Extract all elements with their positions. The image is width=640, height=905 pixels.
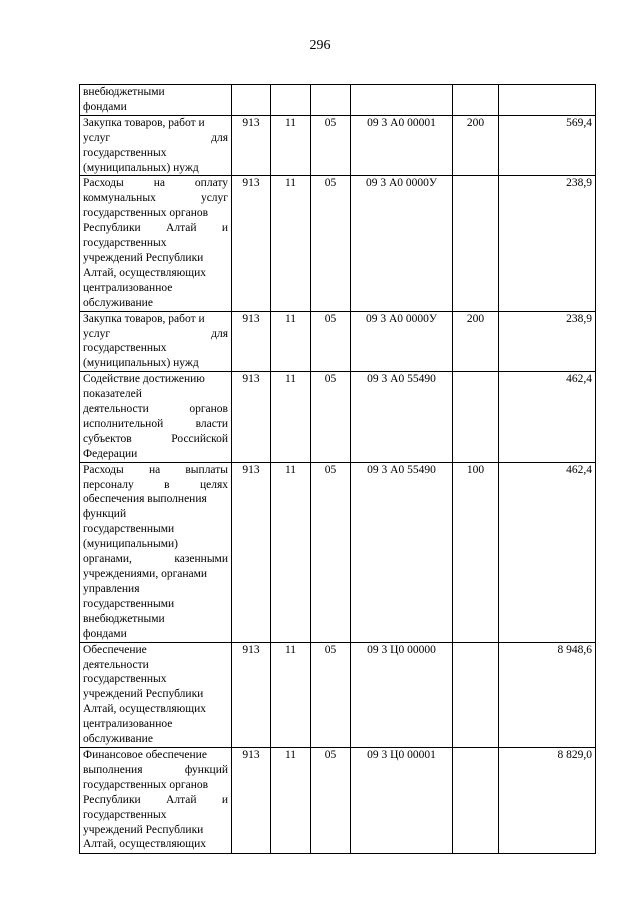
table-row [80, 85, 596, 116]
expense-name-line: Содействие достижению [83, 373, 205, 386]
table-row [80, 642, 596, 747]
admin-code-cell: 913 [232, 462, 271, 642]
expense-type-cell [453, 372, 499, 462]
amount-cell: 569,4 [499, 115, 596, 176]
table-row [80, 115, 596, 176]
expense-name-line: обслуживание [83, 296, 153, 309]
table-row [80, 176, 596, 311]
expense-name-line: коммунальных услуг [83, 192, 228, 205]
amount-cell: 238,9 [499, 311, 596, 372]
expense-name-line: органами, казенными [83, 553, 228, 566]
expense-name-cell [80, 176, 232, 311]
section-code-cell: 11 [271, 462, 311, 642]
expense-type-cell [453, 176, 499, 311]
target-article-cell: 09 3 А0 0000У [351, 176, 453, 311]
subsection-code-cell: 05 [311, 311, 351, 372]
expense-name-line: (муниципальными) [83, 538, 178, 551]
target-article-cell: 09 3 А0 00001 [351, 115, 453, 176]
expense-name-line: функций [83, 508, 127, 521]
subsection-code-cell [311, 85, 351, 116]
admin-code-cell: 913 [232, 748, 271, 854]
expense-name-line: исполнительной власти [83, 417, 228, 430]
expense-name-line: Финансовое обеспечение [83, 749, 207, 761]
section-code-cell [271, 85, 311, 116]
expense-name-line: Федерации [83, 447, 138, 460]
expense-name-line: Республики Алтай и [83, 793, 228, 806]
subsection-code-cell: 05 [311, 462, 351, 642]
section-code-cell: 11 [271, 372, 311, 462]
table-row [80, 372, 596, 462]
expense-name-line: выполнения функций [83, 763, 228, 776]
expense-name-line: Алтай, осуществляющих [83, 838, 206, 851]
expense-name-cell [80, 372, 232, 462]
amount-cell: 8 948,6 [499, 642, 596, 747]
expense-name-line: государственных [83, 673, 167, 686]
amount-cell: 8 829,0 [499, 748, 596, 854]
admin-code-cell: 913 [232, 372, 271, 462]
expense-type-cell: 200 [453, 115, 499, 176]
expense-name-line: Расходы на оплату [83, 177, 228, 190]
expense-type-cell: 200 [453, 311, 499, 372]
amount-cell: 462,4 [499, 372, 596, 462]
expense-type-cell: 100 [453, 462, 499, 642]
expense-name-line: государственных органов [83, 207, 209, 220]
expense-name-line: государственных органов [83, 778, 209, 791]
table-row [80, 462, 596, 642]
expense-name-line: показателей [83, 388, 142, 401]
expense-name-line: учреждений Республики [83, 823, 204, 836]
expense-name-line: управления [83, 582, 140, 595]
expense-name-line: государственных [83, 808, 167, 821]
table-row [80, 311, 596, 372]
expense-name-line: Республики Алтай и [83, 222, 228, 235]
expense-name-line: Алтай, осуществляющих [83, 266, 206, 279]
expense-name-line: учреждениями, органами [83, 568, 208, 580]
expense-name-cell [80, 462, 232, 642]
expense-name-line: Алтай, осуществляющих [83, 703, 206, 716]
amount-cell: 238,9 [499, 176, 596, 311]
target-article-cell: 09 3 А0 0000У [351, 311, 453, 372]
target-article-cell: 09 3 А0 55490 [351, 462, 453, 642]
expense-name-line: государственными [83, 597, 175, 610]
admin-code-cell [232, 85, 271, 116]
amount-cell [499, 85, 596, 116]
expense-name-line: учреждений Республики [83, 688, 204, 701]
section-code-cell: 11 [271, 748, 311, 854]
expense-name-line: фондами [83, 627, 127, 640]
expense-name-cell [80, 85, 232, 116]
expense-name-cell [80, 115, 232, 176]
subsection-code-cell: 05 [311, 372, 351, 462]
expense-name-cell [80, 311, 232, 372]
expense-name-line: персоналу в целях [83, 478, 228, 491]
expense-name-line: услуг для [83, 327, 228, 340]
expense-name-line: учреждений Республики [83, 251, 204, 264]
expense-name-cell [80, 748, 232, 854]
admin-code-cell: 913 [232, 642, 271, 747]
budget-table [79, 84, 596, 854]
expense-type-cell [453, 85, 499, 116]
expense-name-line: Обеспечение [83, 643, 147, 656]
subsection-code-cell: 05 [311, 748, 351, 854]
subsection-code-cell: 05 [311, 115, 351, 176]
amount-cell: 462,4 [499, 462, 596, 642]
expense-name-line: государственными [83, 523, 175, 536]
expense-name-line: обслуживание [83, 733, 153, 746]
target-article-cell [351, 85, 453, 116]
expense-name-line: государственных [83, 342, 167, 355]
admin-code-cell: 913 [232, 176, 271, 311]
expense-name-line: Закупка товаров, работ и [83, 312, 205, 325]
section-code-cell: 11 [271, 642, 311, 747]
expense-name-line: внебюджетными [83, 86, 165, 98]
admin-code-cell: 913 [232, 311, 271, 372]
expense-name-line: (муниципальных) нужд [83, 357, 199, 370]
expense-name-line: субъектов Российской [83, 432, 228, 445]
page-number: 296 [309, 38, 331, 53]
target-article-cell: 09 3 Ц0 00000 [351, 642, 453, 747]
expense-name-line: услуг для [83, 131, 228, 144]
admin-code-cell: 913 [232, 115, 271, 176]
section-code-cell: 11 [271, 115, 311, 176]
expense-name-line: обеспечения выполнения [83, 493, 207, 506]
table-row [80, 748, 596, 854]
section-code-cell: 11 [271, 176, 311, 311]
target-article-cell: 09 3 А0 55490 [351, 372, 453, 462]
expense-type-cell [453, 748, 499, 854]
expense-name-line: деятельности [83, 658, 149, 671]
subsection-code-cell: 05 [311, 176, 351, 311]
target-article-cell: 09 3 Ц0 00001 [351, 748, 453, 854]
section-code-cell: 11 [271, 311, 311, 372]
expense-name-line: (муниципальных) нужд [83, 161, 199, 174]
expense-name-line: централизованное [83, 718, 173, 731]
subsection-code-cell: 05 [311, 642, 351, 747]
expense-name-line: фондами [83, 100, 127, 113]
expense-type-cell [453, 642, 499, 747]
table-body [80, 85, 596, 854]
expense-name-line: централизованное [83, 281, 173, 294]
expense-name-cell [80, 642, 232, 747]
expense-name-line: государственных [83, 237, 167, 250]
expense-name-line: государственных [83, 146, 167, 159]
expense-name-line: Расходы на выплаты [83, 463, 228, 476]
expense-name-line: внебюджетными [83, 612, 165, 625]
expense-name-line: Закупка товаров, работ и [83, 116, 205, 129]
expense-name-line: деятельности органов [83, 403, 228, 416]
